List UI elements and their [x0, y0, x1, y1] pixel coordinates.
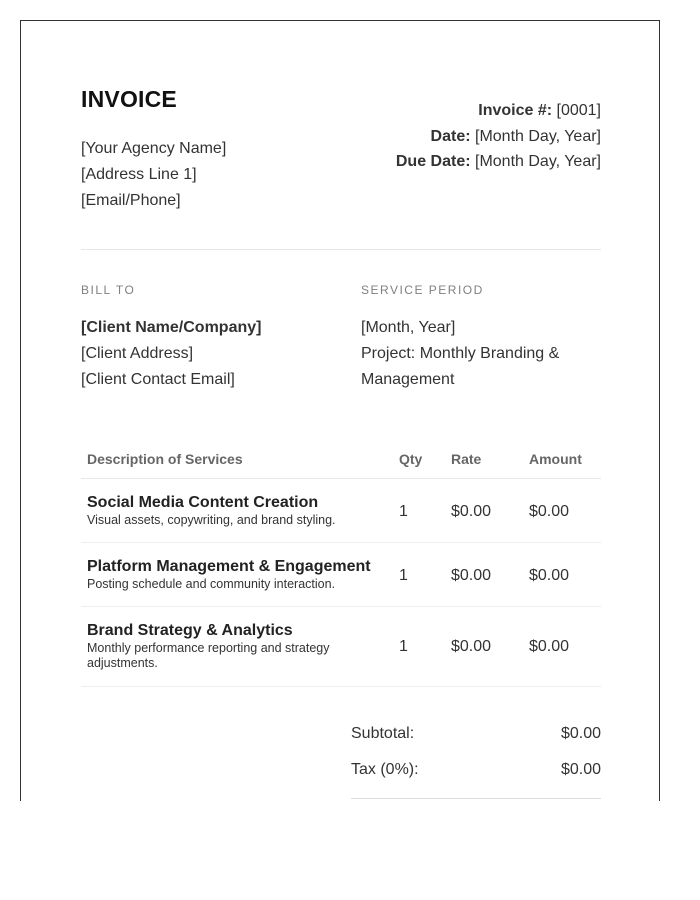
table-row	[81, 479, 601, 543]
table-row	[81, 607, 601, 687]
invoice-due-label: Due Date:	[395, 153, 471, 170]
client-email: [Client Contact Email]	[81, 371, 235, 388]
table-header	[81, 439, 601, 479]
invoice-number-label: Invoice #:	[478, 102, 553, 119]
service-qty: 1	[399, 503, 408, 520]
services-table	[81, 439, 601, 687]
header-divider	[81, 249, 601, 250]
service-amount: $0.00	[529, 638, 570, 655]
service-qty: 1	[399, 567, 408, 584]
agency-address: [Address Line 1]	[81, 166, 197, 183]
invoice-date-value: [Month Day, Year]	[475, 127, 601, 145]
service-period-label: SERVICE PERIOD	[361, 283, 484, 297]
service-name: Platform Management & Engagement	[87, 558, 371, 575]
bill-to-block	[81, 315, 261, 393]
invoice-date-row	[396, 124, 601, 150]
invoice-number-value: [0001]	[556, 102, 601, 119]
subtotal-value: $0.00	[560, 725, 601, 742]
service-qty: 1	[399, 638, 408, 655]
service-rate: $0.00	[451, 638, 492, 655]
client-address: [Client Address]	[81, 345, 194, 362]
tax-value: $0.00	[560, 761, 601, 778]
subtotal-label: Subtotal:	[351, 725, 415, 742]
tax-label: Tax (0%):	[351, 761, 419, 778]
header-rate: Rate	[451, 451, 482, 467]
tax-row	[351, 757, 601, 793]
invoice-content	[81, 21, 601, 801]
totals-block	[351, 721, 601, 793]
service-amount: $0.00	[529, 567, 570, 584]
header-qty: Qty	[399, 451, 423, 467]
service-period-value: [Month, Year]	[361, 319, 456, 336]
invoice-due-row	[396, 149, 601, 175]
service-rate: $0.00	[451, 567, 492, 584]
service-description: Posting schedule and community interaction.	[87, 577, 336, 591]
header-description: Description of Services	[87, 451, 243, 467]
service-rate: $0.00	[451, 503, 492, 520]
invoice-date-label: Date:	[430, 127, 471, 145]
bill-to-label: BILL TO	[81, 283, 136, 297]
project-name: Project: Monthly Branding & Management	[361, 345, 560, 388]
subtotal-row	[351, 721, 601, 757]
invoice-due-value: [Month Day, Year]	[475, 153, 601, 170]
invoice-page	[20, 20, 660, 801]
totals-divider	[351, 798, 601, 799]
agency-name: [Your Agency Name]	[81, 140, 227, 157]
header-amount: Amount	[529, 451, 582, 467]
invoice-title: INVOICE	[81, 86, 177, 112]
service-description: Visual assets, copywriting, and brand styling.	[87, 513, 336, 527]
client-name: [Client Name/Company]	[81, 319, 262, 336]
agency-info	[81, 136, 226, 214]
service-description: Monthly performance reporting and strategy adjustments.	[87, 641, 330, 670]
invoice-number-row	[396, 98, 601, 124]
service-name: Social Media Content Creation	[87, 494, 319, 511]
service-name: Brand Strategy & Analytics	[87, 622, 293, 639]
table-row	[81, 543, 601, 607]
agency-contact: [Email/Phone]	[81, 192, 181, 209]
service-period-block	[361, 315, 591, 393]
service-amount: $0.00	[529, 503, 570, 520]
invoice-meta	[396, 98, 601, 175]
